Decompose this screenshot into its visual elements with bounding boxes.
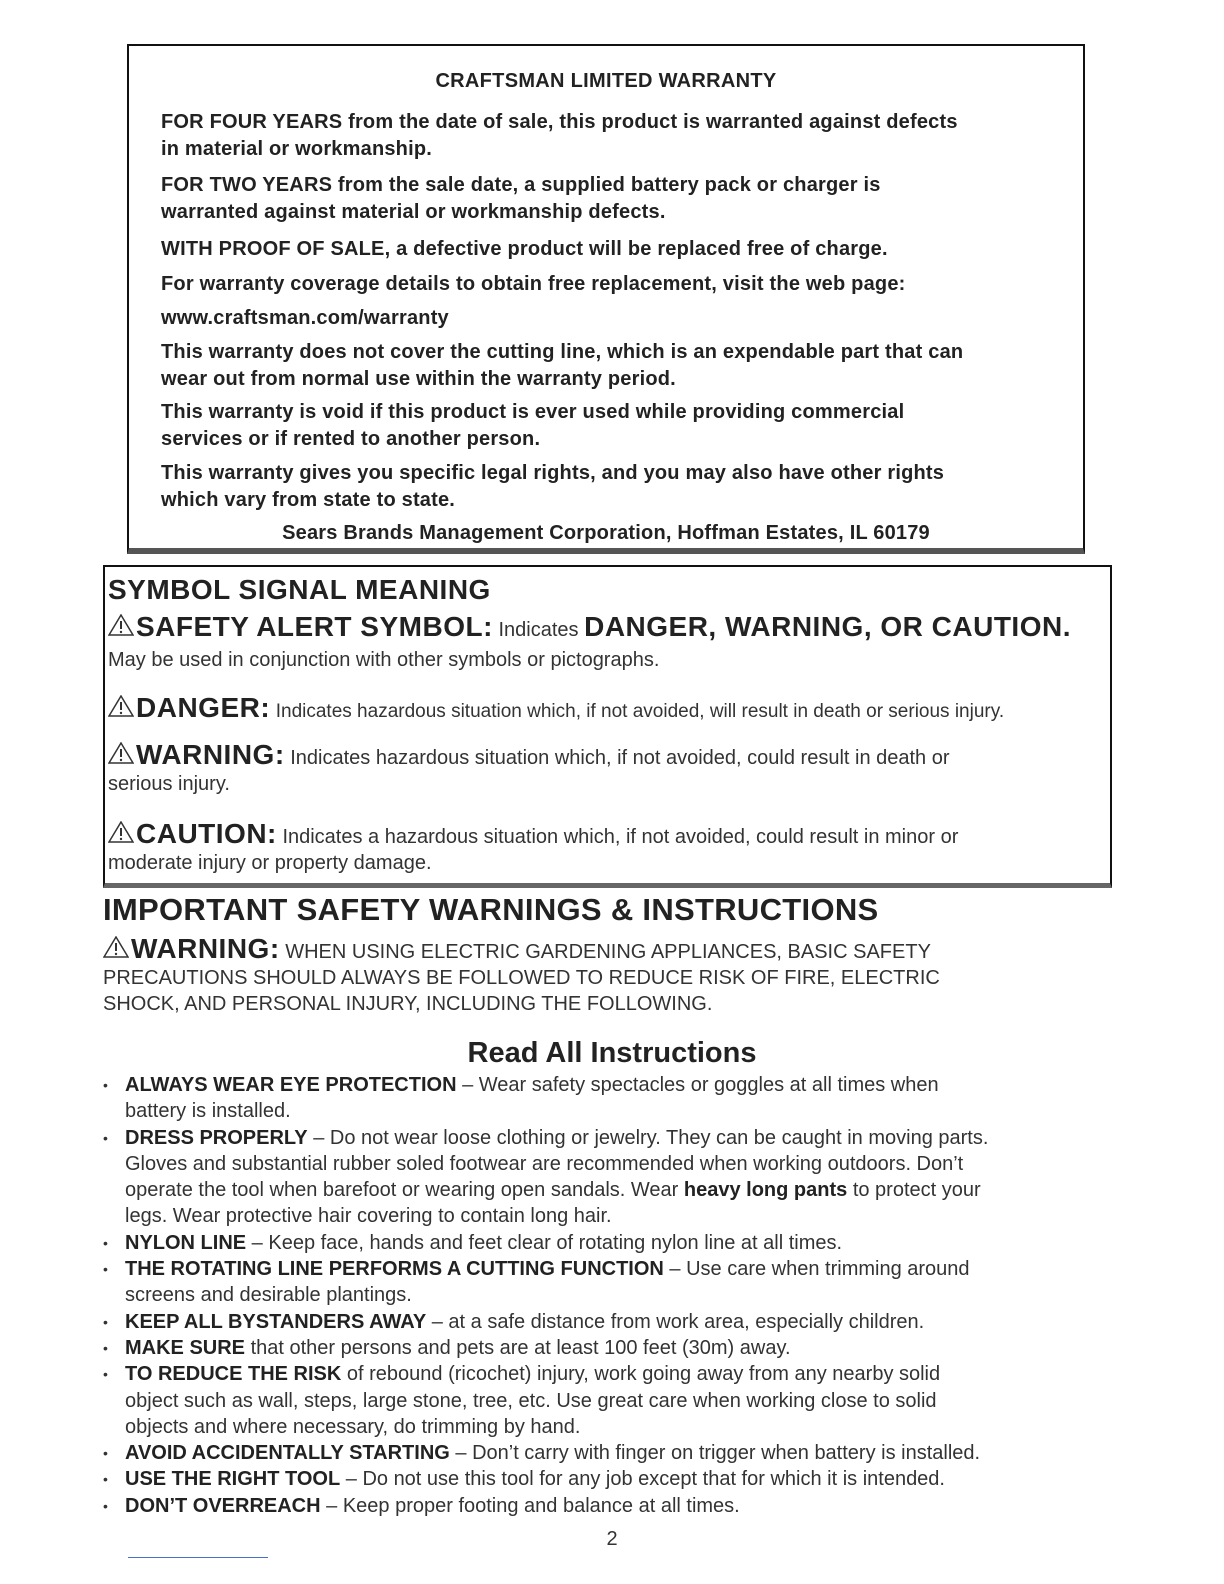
safety-alert-triangle-icon (108, 614, 134, 636)
rule-heading: AVOID ACCIDENTALLY STARTING (125, 1442, 450, 1465)
warranty-line: which vary from state to state. (161, 489, 456, 511)
rule-heading: MAKE SURE (125, 1336, 246, 1359)
safety-alert-heading: SAFETY ALERT SYMBOL: (136, 611, 493, 642)
rule-text: – Do not wear loose clothing or jewelry. They can be caught in moving parts. (307, 1126, 989, 1149)
warranty-line: in material or workmanship. (161, 138, 433, 160)
danger-row (108, 692, 1108, 725)
rule-text: Gloves and substantial rubber soled footwear are recommended when working outdoors. Don’t (125, 1152, 964, 1175)
rule-heading: THE ROTATING LINE PERFORMS A CUTTING FUNCTION (125, 1258, 664, 1281)
danger-triangle-icon (108, 695, 134, 717)
safety-alert-subtext: May be used in conjunction with other symbols or pictographs. (108, 649, 660, 671)
warning-line (108, 739, 1108, 771)
safety-alert-row (108, 611, 1108, 643)
read-all-instructions-heading: Read All Instructions (467, 1037, 757, 1069)
rule-heading: ALWAYS WEAR EYE PROTECTION (125, 1074, 457, 1096)
warranty-proof-of-sale: WITH PROOF OF SALE, a defective product will be replaced free of charge. (161, 238, 888, 260)
warranty-box (127, 44, 1085, 554)
rule-text: operate the tool when barefoot or wearing open sandals. Wear (125, 1179, 684, 1202)
warranty-cutting-line (161, 339, 1061, 393)
list-item (103, 1125, 1113, 1230)
warranty-url: www.craftsman.com/warranty (161, 307, 449, 329)
list-item (103, 1493, 1113, 1519)
list-item (103, 1440, 1113, 1466)
warning-triangle-icon (108, 742, 134, 764)
safety-warning-text: WHEN USING ELECTRIC GARDENING APPLIANCES, BASIC SAFETY (285, 941, 931, 963)
safety-general-warning (103, 933, 1103, 1017)
rule-text: objects and where necessary, do trimming by hand. (125, 1415, 581, 1438)
warning-triangle-icon (103, 936, 129, 958)
rule-heading: KEEP ALL BYSTANDERS AWAY (125, 1310, 427, 1333)
list-item (103, 1256, 1113, 1309)
list-item (103, 1230, 1113, 1256)
safety-warning-text-line2: PRECAUTIONS SHOULD ALWAYS BE FOLLOWED TO REDUCE RISK OF FIRE, ELECTRIC (103, 967, 940, 989)
rule-text: – Do not use this tool for any job except that for which it is intended. (340, 1468, 945, 1491)
symbol-section-title: SYMBOL SIGNAL MEANING (108, 574, 491, 605)
rule-text: of rebound (ricochet) injury, work going away from any nearby solid (341, 1363, 941, 1386)
warranty-two-years (161, 172, 1061, 226)
warranty-line: This warranty is void if this product is ever used while providing commercial (161, 401, 905, 423)
safety-rules-list (103, 1072, 1113, 1519)
warranty-legal-rights (161, 460, 1061, 514)
rule-text: – at a safe distance from work area, especially children. (426, 1310, 925, 1333)
rule-text: that other persons and pets are at least 100 feet (30m) away. (245, 1336, 791, 1359)
danger-text: Indicates hazardous situation which, if not avoided, will result in death or serious injury. (275, 701, 1005, 722)
list-item (103, 1335, 1113, 1361)
caution-row (108, 818, 1108, 876)
safety-alert-indicates: Indicates (498, 619, 579, 641)
caution-text-continued: moderate injury or property damage. (108, 852, 432, 874)
rule-text: battery is installed. (125, 1100, 291, 1123)
symbol-meaning-box (103, 565, 1112, 888)
caution-line (108, 818, 1108, 850)
rule-text: – Don’t carry with finger on trigger when battery is installed. (449, 1442, 981, 1465)
rule-heading: DON’T OVERREACH (125, 1494, 321, 1517)
warranty-line: warranted against material or workmanship defects. (161, 201, 666, 223)
caution-text: Indicates a hazardous situation which, if not avoided, could result in minor or (282, 826, 959, 848)
warranty-coverage-details: For warranty coverage details to obtain free replacement, visit the web page: (161, 273, 906, 295)
rule-text: – Keep proper footing and balance at all times. (320, 1494, 740, 1517)
rule-text: – Wear safety spectacles or goggles at all times when (456, 1074, 939, 1096)
rule-heading: DRESS PROPERLY (125, 1126, 308, 1149)
warranty-line: wear out from normal use within the warranty period. (161, 368, 676, 390)
rule-text: to protect your (847, 1179, 981, 1202)
list-item (103, 1361, 1113, 1440)
warning-text: Indicates hazardous situation which, if not avoided, could result in death or (290, 747, 950, 769)
warning-row (108, 739, 1108, 797)
list-item (103, 1466, 1113, 1492)
warranty-line: services or if rented to another person. (161, 428, 541, 450)
safety-alert-levels: DANGER, WARNING, OR CAUTION. (584, 611, 1071, 642)
list-item (103, 1309, 1113, 1335)
rule-text: legs. Wear protective hair covering to contain long hair. (125, 1205, 612, 1228)
rule-heading: TO REDUCE THE RISK (125, 1363, 342, 1386)
warning-text-continued: serious injury. (108, 773, 230, 795)
warranty-title: CRAFTSMAN LIMITED WARRANTY (435, 70, 777, 92)
caution-heading: CAUTION: (136, 818, 277, 849)
rule-text: screens and desirable plantings. (125, 1284, 412, 1307)
danger-heading: DANGER: (136, 692, 271, 723)
rule-emphasis: heavy long pants (683, 1179, 848, 1202)
warranty-void (161, 399, 1061, 453)
warranty-footer: Sears Brands Management Corporation, Hoffman Estates, IL 60179 (282, 522, 930, 544)
warranty-four-years (161, 109, 1061, 163)
warranty-line: FOR FOUR YEARS from the date of sale, this product is warranted against defects (161, 111, 958, 133)
warranty-line: This warranty gives you specific legal rights, and you may also have other rights (161, 462, 945, 484)
rule-heading: USE THE RIGHT TOOL (125, 1468, 341, 1491)
warranty-line: FOR TWO YEARS from the sale date, a supplied battery pack or charger is (161, 174, 881, 196)
safety-warning-heading: WARNING: (131, 933, 280, 964)
page-number: 2 (606, 1528, 618, 1550)
rule-text: – Use care when trimming around (663, 1258, 970, 1281)
footer-divider (128, 1557, 268, 1558)
list-item (103, 1072, 1113, 1125)
rule-heading: NYLON LINE (125, 1231, 247, 1254)
warning-heading: WARNING: (136, 739, 285, 770)
safety-warning-line (103, 933, 1103, 965)
safety-warning-text-line3: SHOCK, AND PERSONAL INJURY, INCLUDING THE FOLLOWING. (103, 993, 713, 1015)
safety-section-title: IMPORTANT SAFETY WARNINGS & INSTRUCTIONS (103, 892, 879, 927)
rule-text: object such as wall, steps, large stone, tree, etc. Use great care when working close to solid (125, 1389, 937, 1412)
caution-triangle-icon (108, 821, 134, 843)
rule-text: – Keep face, hands and feet clear of rotating nylon line at all times. (246, 1231, 843, 1254)
warranty-line: This warranty does not cover the cutting line, which is an expendable part that can (161, 341, 964, 363)
